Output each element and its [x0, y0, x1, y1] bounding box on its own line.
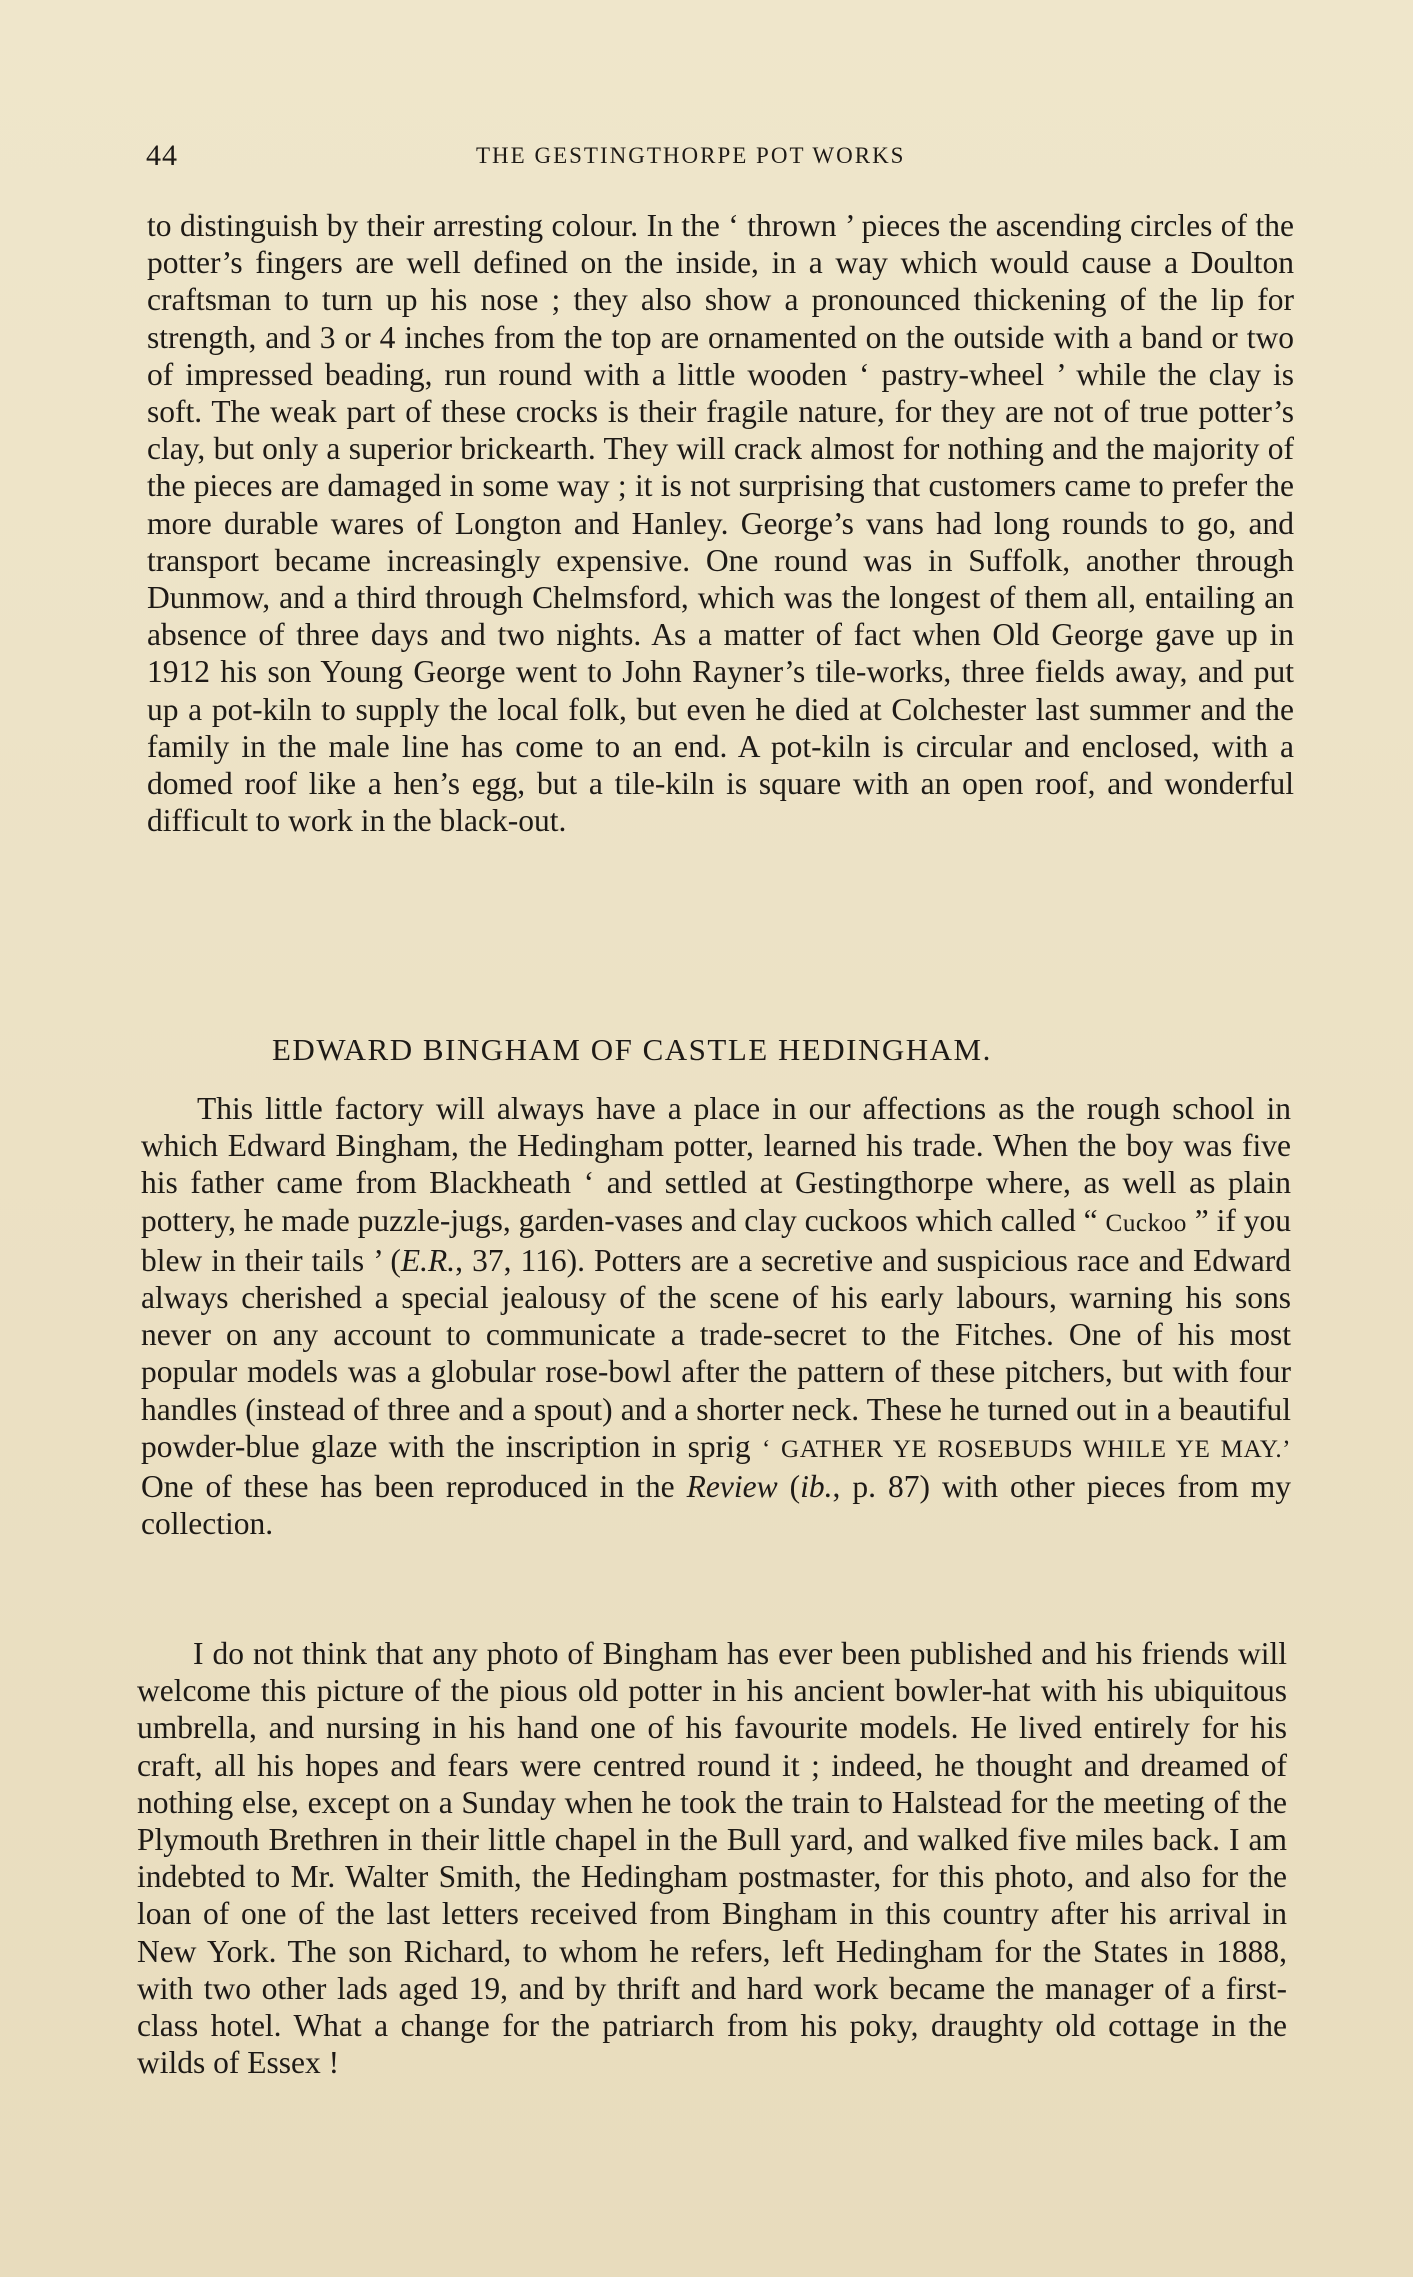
- paragraph-pot-works-continued: to distinguish by their arresting colour. In the ‘ thrown ’ pieces the ascending circles of the potter’s fingers are well defined on the inside, in a way which would cause a Doulton craftsman to turn up his nose ; they also show a pronounced thickening of the lip for strength, and 3 or 4 inches from the top are ornamented on the outside with a band or two of impressed beading, run round with a little wooden ‘ pastry-wheel ’ while the clay is soft. The weak part of these crocks is their fragile nature, for they are not of true potter’s clay, but only a superior brickearth. They will crack almost for nothing and the majority of the pieces are damaged in some way ; it is not surprising that customers came to prefer the more durable wares of Longton and Hanley. George’s vans had long rounds to go, and transport became increasingly expensive. One round was in Suffolk, another through Dunmow, and a third through Chelmsford, which was the longest of them all, entailing an absence of three days and two nights. As a matter of fact when Old George gave up in 1912 his son Young George went to John Rayner’s tile-works, three fields away, and put up a pot-kiln to supply the local folk, but even he died at Colchester last summer and the family in the male line has come to an end. A pot-kiln is circular and enclosed, with a domed roof like a hen’s egg, but a tile-kiln is square with an open roof, and wonderful difficult to work in the black-out.: [147, 208, 1294, 839]
- running-head: [146, 136, 1296, 176]
- running-title: THE GESTINGTHORPE POT WORKS: [476, 143, 906, 168]
- review-title: Review: [686, 1469, 778, 1505]
- text-run: (: [777, 1469, 801, 1505]
- journal-abbreviation: E.R.: [400, 1242, 456, 1278]
- page-number: 44: [146, 139, 178, 172]
- paragraph-bingham-apprenticeship: [141, 1090, 1291, 1542]
- cuckoo-word: Cuckoo: [1105, 1209, 1187, 1237]
- text-run: , 37, 116). Potters are a secretive and suspicious race and Edward always cherished a special jealousy of the scene of his early labours, warning his sons never on any account to communicate a trade-secret to the Fitches. One of his most popular models was a globular rose-bowl after the pattern of these pitchers, but with four handles (instead of three and a spout) and a shorter neck. These he turned out in a beautiful powder-blue glaze with the inscription in sprig: [141, 1242, 1291, 1464]
- paragraph-bingham-photo: I do not think that any photo of Bingham has ever been published and his friends will welcome this picture of the pious old potter in his ancient bowler-hat with his ubiquitous umbrella, and nursing in his hand one of his favourite models. He lived entirely for his craft, all his hopes and fears were centred round it ; indeed, he thought and dreamed of nothing else, except on a Sunday when he took the train to Halstead for the meeting of the Plymouth Brethren in their little chapel in the Bull yard, and walked five miles back. I am indebted to Mr. Walter Smith, the Hedingham postmaster, for this photo, and also for the loan of one of the last letters received from Bingham in this country after his arrival in New York. The son Richard, to whom he refers, left Hedingham for the States in 1888, with two other lads aged 19, and by thrift and hard work became the manager of a first-class hotel. What a change for the patriarch from his poky, draughty old cottage in the wilds of Essex !: [137, 1636, 1287, 2081]
- ibid-abbreviation: ib.: [800, 1469, 833, 1505]
- text-run: ” if you blew in their tails ’ (: [141, 1202, 1291, 1278]
- section-heading: EDWARD BINGHAM OF CASTLE HEDINGHAM.: [272, 1032, 992, 1067]
- text-run: This little factory will always have a place in our affections as the rough school in which Edward Bingham, the Hedingham potter, learned his trade. When the boy was five his father came from Blackheath ‘ and settled at Gestingthorpe where, as well as plain pottery, he made puzzle-jugs, garden-vases and clay cuckoos which called “: [141, 1091, 1291, 1238]
- text-run: One of these has been reproduced in the: [141, 1469, 687, 1505]
- inscription-text: ‘ GATHER YE ROSEBUDS WHILE YE MAY.’: [761, 1435, 1291, 1463]
- text-run: , p. 87) with other pieces from my collection.: [141, 1469, 1291, 1542]
